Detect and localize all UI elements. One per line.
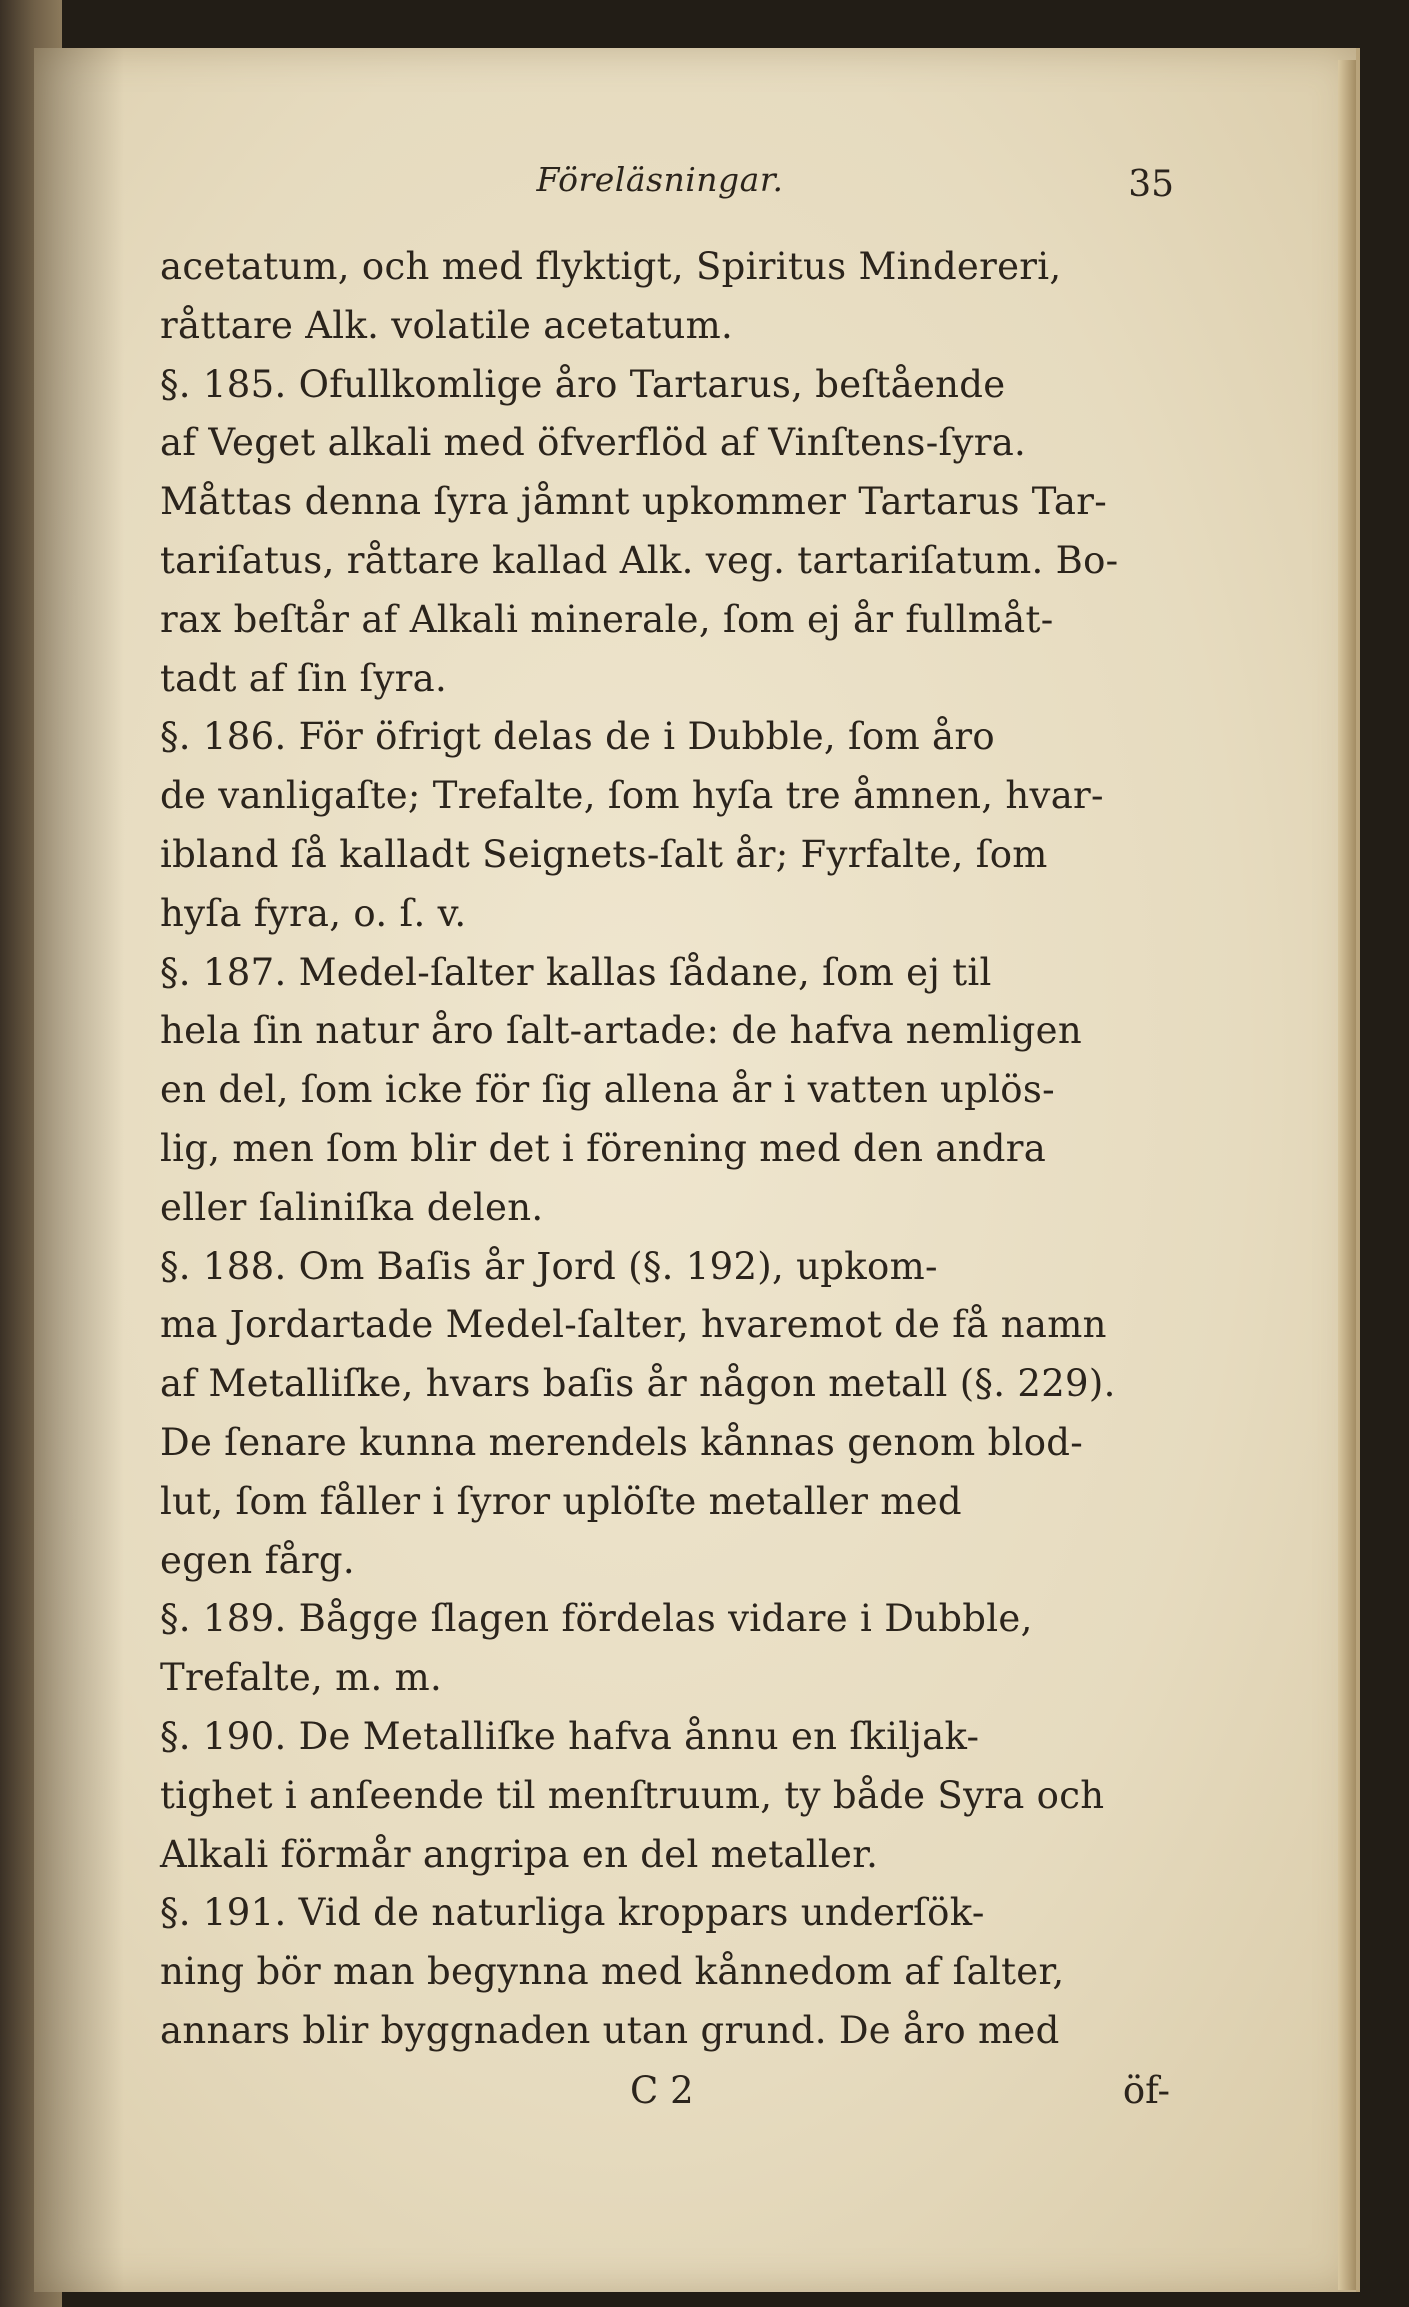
text-line: §. 187. Medel-ſalter kallas ſådane, ſom ej til [160, 950, 992, 994]
text-line: Måttas denna ſyra jåmnt upkommer Tartarus Tar- [160, 480, 1108, 524]
text-line: af Veget alkali med öfverflöd af Vinſtens-ſyra. [160, 421, 1027, 465]
text-line: tariſatus, råttare kallad Alk. veg. tartariſatum. Bo- [160, 538, 1119, 582]
text-line: tadt af ſin ſyra. [160, 656, 448, 700]
text-line: lig, men ſom blir det i förening med den andra [160, 1126, 1047, 1170]
text-line: eller ſaliniſka delen. [160, 1185, 544, 1229]
text-line: rax beſtår af Alkali minerale, ſom ej år fullmåt- [160, 597, 1054, 641]
running-title: Föreläsningar. [536, 160, 784, 199]
text-line: §. 185. Ofullkomlige åro Tartarus, beſtående [160, 362, 1006, 406]
page-number: 35 [1128, 164, 1174, 205]
text-line: hyſa fyra, o. ſ. v. [160, 891, 467, 935]
page-edge [1338, 60, 1356, 2290]
text-line: annars blir byggnaden utan grund. De åro med [160, 2008, 1060, 2052]
text-line: Alkali förmår angripa en del metaller. [160, 1832, 879, 1876]
text-line: lut, ſom fåller i ſyror uplöſte metaller med [160, 1479, 962, 1523]
text-line: ibland ſå kalladt Seignets-ſalt år; Fyrfalte, ſom [160, 832, 1048, 876]
text-line: ning bör man begynna med kånnedom af ſalter, [160, 1950, 1065, 1994]
text-line: tighet i anſeende til menſtruum, ty både Syra och [160, 1773, 1105, 1817]
gutter-shadow [34, 48, 124, 2292]
text-line: egen fårg. [160, 1538, 355, 1582]
text-line: ma Jordartade Medel-ſalter, hvaremot de få namn [160, 1303, 1107, 1347]
text-line: §. 188. Om Baſis år Jord (§. 192), upkom- [160, 1244, 938, 1288]
text-line: §. 191. Vid de naturliga kroppars underſök- [160, 1891, 985, 1935]
text-block [160, 160, 1174, 2129]
page-footer [160, 2068, 1170, 2129]
text-line: acetatum, och med flyktigt, Spiritus Mindereri, [160, 245, 1062, 288]
text-line: en del, ſom icke för ſig allena år i vatten uplös- [160, 1068, 1055, 1112]
running-head [160, 160, 1174, 224]
text-line: §. 190. De Metalliſke hafva ånnu en ſkiljak- [160, 1714, 980, 1758]
signature-mark: C 2 [630, 2068, 694, 2112]
text-line: af Metalliſke, hvars baſis år någon metall (§. 229). [160, 1362, 1116, 1406]
text-line: De ſenare kunna merendels kånnas genom blod- [160, 1420, 1084, 1464]
catchword: öf- [1122, 2068, 1170, 2112]
text-line: hela ſin natur åro ſalt-artade: de hafva nemligen [160, 1009, 1082, 1053]
text-line: §. 186. För öfrigt delas de i Dubble, ſom åro [160, 715, 995, 759]
text-line: råttare Alk. volatile acetatum. [160, 303, 734, 347]
text-line: de vanligaſte; Trefalte, ſom hyſa tre åmnen, hvar- [160, 774, 1104, 818]
text-line: §. 189. Bågge ſlagen fördelas vidare i Dubble, [160, 1597, 1033, 1641]
text-line: Trefalte, m. m. [160, 1656, 443, 1700]
